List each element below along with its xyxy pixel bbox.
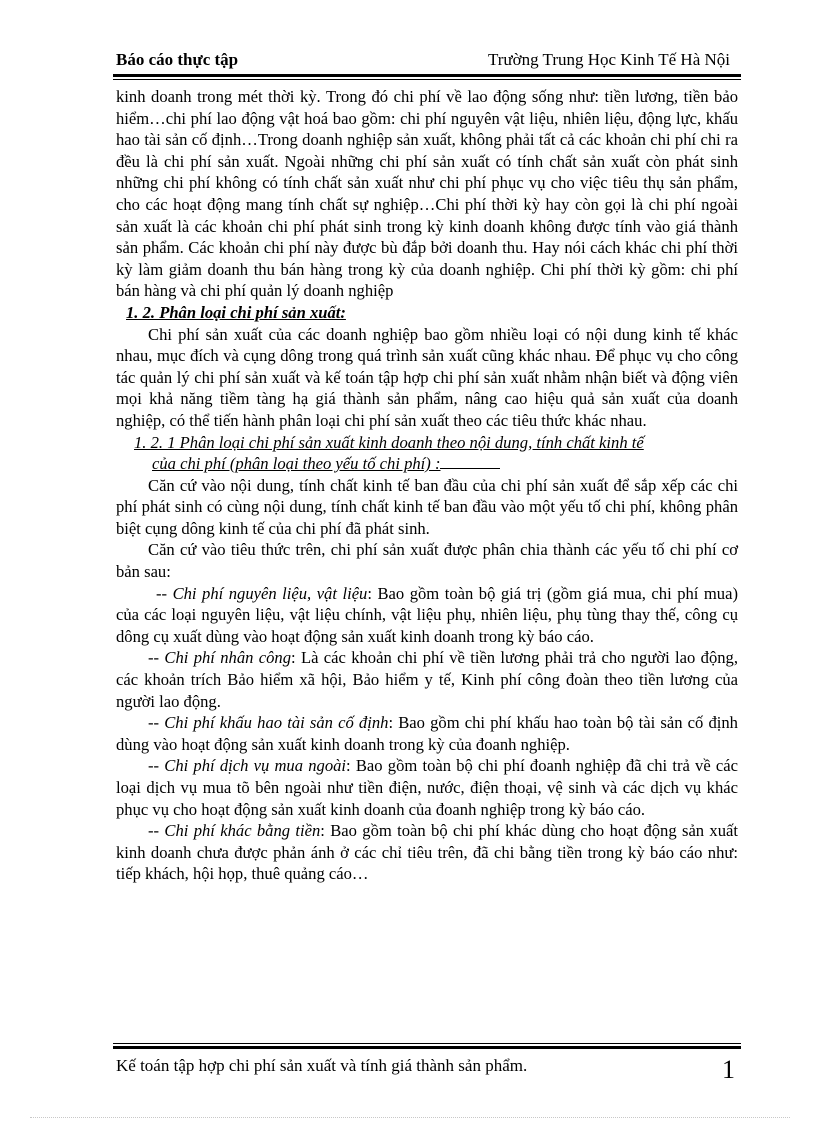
subsection-heading-line1: 1. 2. 1 Phân loại chi phí sản xuất kinh doanh theo nội dung, tính chất kinh tế bbox=[134, 432, 644, 452]
list-item-text: : Bao gồm toàn bộ chi phí khác dùng cho hoạt động sản xuất kinh doanh chưa được phản ánh ở các chỉ tiêu trên, đã chi bằng tiền trong kỳ báo cáo như: tiếp khách, hội họp, thuê quảng cáo… bbox=[116, 821, 739, 884]
list-item-text: : Bao gồm toàn bộ chi phí đoanh nghiệp đã chi trả về các loại dịch vụ mua tõ bên ngoài như tiền điện, nước, điện thoại, vệ sinh và các dịch vụ khác phục vụ cho hoạt động sản xuất kinh doanh của đoanh nghiệp trong kỳ báo cáo. bbox=[116, 756, 738, 819]
header-rule-thick bbox=[113, 74, 741, 77]
subsection-heading bbox=[116, 432, 738, 475]
paragraph-classification: Chi phí sản xuất của các doanh nghiệp bao gồm nhiều loại có nội dung kinh tế khác nhau, mục đích và cụng dông trong quá trình sản xuất cũng khác nhau. Để phục vụ cho công tác quản lý chi phí sản xuất và kế toán tập hợp chi phí sản xuất nhằm nhận biết và động viên mọi khả năng tiềm tàng hạ giá thành sản phẩm, nâng cao hiệu quả sản xuất của doanh nghiệp, có thể tiến hành phân loại chi phí sản xuất theo các tiêu thức khác nhau. bbox=[116, 324, 738, 430]
list-item-dash: -- bbox=[148, 756, 165, 776]
list-item-text: : Bao gồm chi phí khấu hao toàn bộ tài sản cố định dùng vào hoạt động sản xuất kinh doanh trong kỳ của đoanh nghiệp. bbox=[116, 713, 738, 754]
list-item-dash: -- bbox=[148, 821, 165, 841]
list-item-dash: -- bbox=[148, 648, 165, 668]
list-item-term: Chi phí khấu hao tài sản cố định bbox=[164, 713, 389, 733]
footer-rule-thin bbox=[113, 1043, 741, 1044]
paragraph-intro: kinh doanh trong mét thời kỳ. Trong đó chi phí về lao động sống như: tiền lương, tiền bảo hiểm…chi phí lao động vật hoá bao gồm: chi phí nguyên vật liệu, nhiên liệu, động lực, khấu hao tài sản cố định…Trong doanh nghiệp sản xuất, không phải tất cả các khoản chi phí chi ra đều là chi phí sản xuất. Ngoài những chi phí sản xuất có tính chất sản xuất còn phát sinh những chi phí không có tính chất sản xuất như chi phí phục vụ cho việc tiêu thụ sản phẩm, cho các hoạt động mang tính chất sự nghiệp…Chi phí thời kỳ hay còn gọi là chi phí ngoài sản xuất là các khoản chi phí phát sinh trong kỳ kinh doanh không được tính vào giá thành sản phẩm. Các khoản chi phí này được bù đắp bởi doanh thu. Hay nói cách khác chi phí thời kỳ làm giảm doanh thu bán hàng trong kỳ của doanh nghiệp. Chi phí thời kỳ gồm: chi phí bán hàng và chi phí quản lý doanh nghiệp bbox=[116, 87, 738, 301]
page-header bbox=[116, 50, 738, 72]
list-item-materials bbox=[116, 583, 738, 648]
list-item-term: Chi phí dịch vụ mua ngoài bbox=[164, 756, 347, 776]
header-school-name: Trường Trung Học Kinh Tế Hà Nội bbox=[487, 50, 730, 69]
subsection-heading-line2: của chi phí (phân loại theo yếu tố chi phí) : bbox=[152, 454, 441, 474]
list-item-services bbox=[116, 755, 738, 820]
paragraph-criteria: Căn cứ vào tiêu thức trên, chi phí sản xuất được phân chia thành các yếu tố chi phí cơ bản sau: bbox=[116, 540, 738, 582]
list-item-labor bbox=[116, 647, 738, 712]
list-item-text: : Bao gồm toàn bộ giá trị (gồm giá mua, chi phí mua) của các loại nguyên liệu, vật liệu chính, vật liệu phụ, nhiên liệu, phụ tùng thay thế, công cụ dông cụ xuất dùng vào hoạt động sản xuất kinh doanh trong kỳ báo cáo. bbox=[116, 583, 738, 646]
list-item-dash: -- bbox=[148, 713, 165, 733]
subsection-heading-trailing-rule bbox=[440, 454, 500, 469]
header-rule-thin bbox=[113, 79, 741, 80]
list-item-term: Chi phí khác bằng tiền bbox=[164, 821, 321, 841]
footer-document-title: Kế toán tập hợp chi phí sản xuất và tính giá thành sản phẩm. bbox=[116, 1056, 528, 1075]
list-item-term: Chi phí nguyên liệu, vật liệu bbox=[172, 583, 368, 603]
header-report-title: Báo cáo thực tập bbox=[116, 50, 239, 69]
list-item-depreciation bbox=[116, 712, 738, 755]
list-item-other-cash bbox=[116, 820, 738, 885]
list-item-dash: -- bbox=[156, 583, 173, 603]
page-bottom-edge bbox=[30, 1117, 790, 1118]
page-number: 1 bbox=[722, 1055, 735, 1084]
document-body bbox=[116, 86, 738, 885]
list-item-term: Chi phí nhân công bbox=[164, 648, 292, 668]
footer-rule-thick bbox=[113, 1046, 741, 1049]
section-heading: 1. 2. Phân loại chi phí sản xuất: bbox=[126, 302, 346, 322]
list-item-text: : Là các khoản chi phí về tiền lương phải trả cho người lao động, các khoản trích Bảo hiểm xã hội, Bảo hiểm y tế, Kinh phí công đoàn theo tiền lương của người lao động. bbox=[116, 648, 738, 711]
paragraph-basis: Căn cứ vào nội dung, tính chất kinh tế ban đầu của chi phí sản xuất để sắp xếp các chi phí phát sinh có cùng nội dung, tính chất kinh tế ban đầu vào một yếu tố chi phí, không phân biệt cụng dông kinh tế của chi phí đã phát sinh. bbox=[116, 475, 738, 538]
